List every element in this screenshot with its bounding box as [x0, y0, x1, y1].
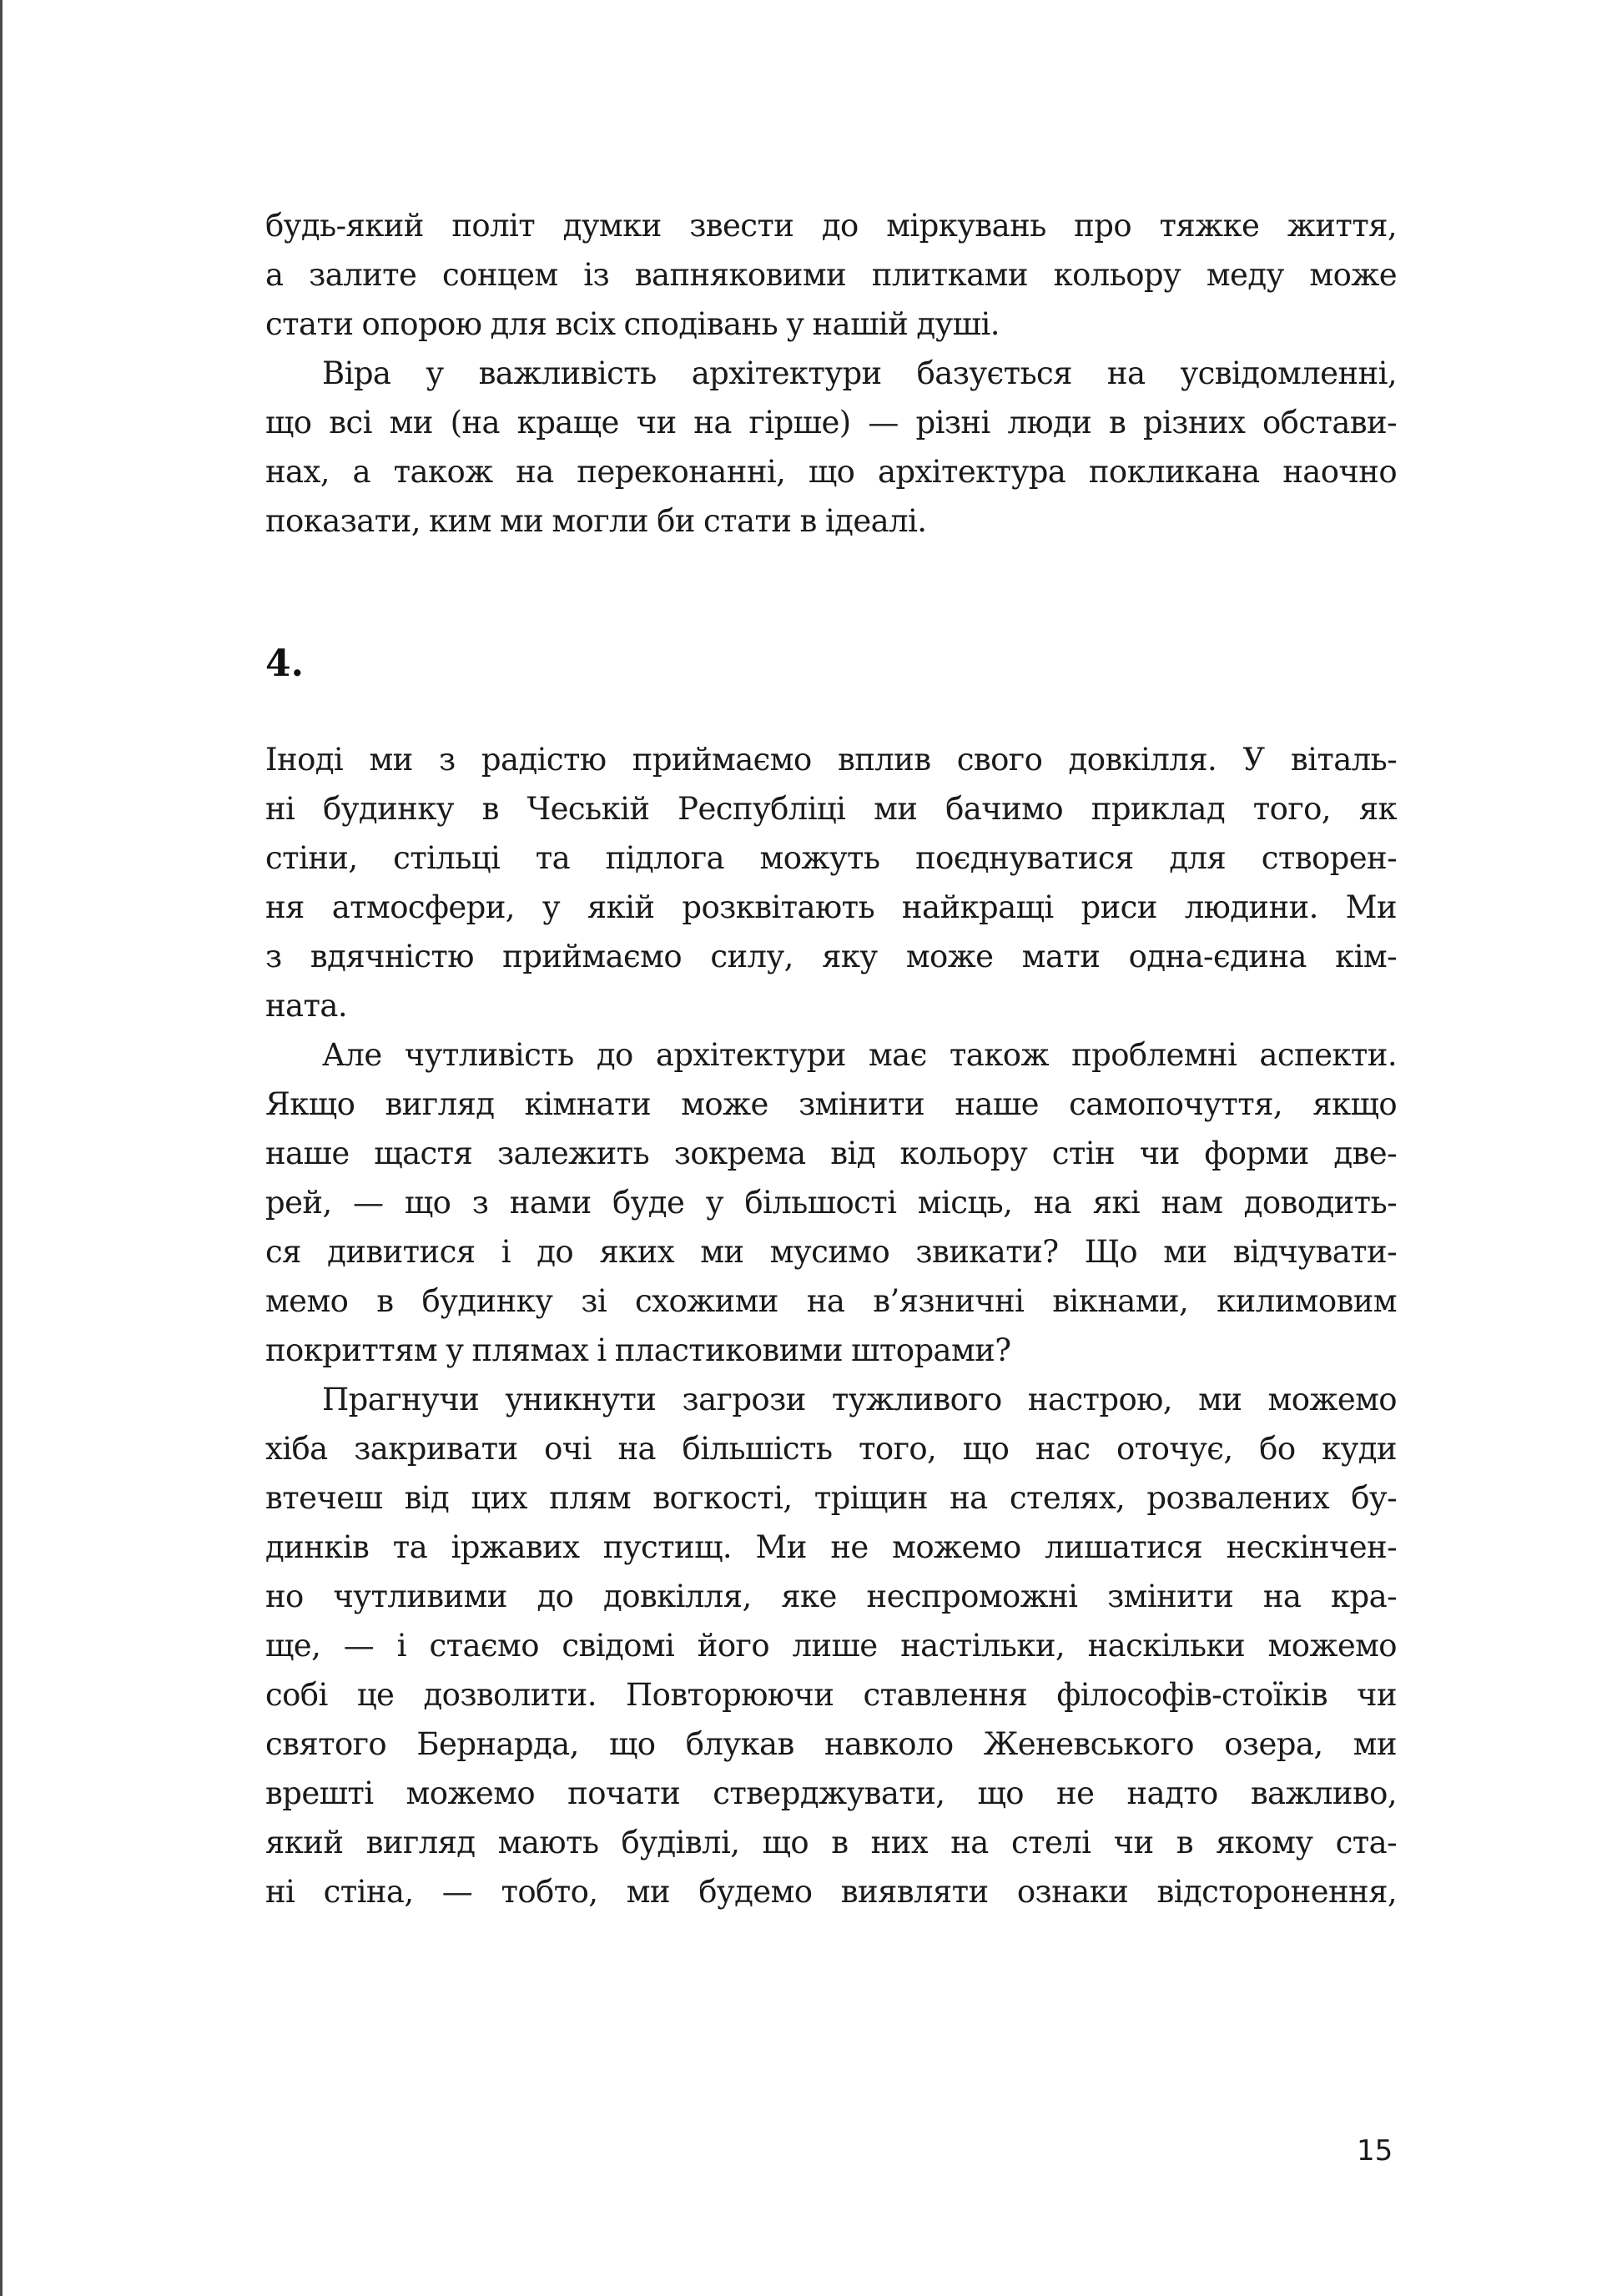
text-line: ні стіна, — тобто, ми будемо виявляти ознаки відсторонення, [265, 1874, 1397, 1910]
text-line: Прагнучи уникнути загрози тужливого настрою, ми можемо [322, 1382, 1397, 1417]
text-line: з вдячністю приймаємо силу, яку може мати одна-єдина кім- [265, 939, 1397, 974]
section-heading: 4. [265, 642, 304, 685]
text-line: святого Бернарда, що блукав навколо Женевського озера, ми [265, 1726, 1397, 1762]
text-line: наше щастя залежить зокрема від кольору стін чи форми две- [265, 1135, 1397, 1171]
text-line: покриттям у плямах і пластиковими шторами? [265, 1332, 1011, 1368]
text-line: втечеш від цих плям вогкості, тріщин на стелях, розвалених бу- [265, 1480, 1397, 1516]
text-line: показати, ким ми могли би стати в ідеалі. [265, 503, 927, 539]
text-line: нах, а також на переконанні, що архітектура покликана наочно [265, 454, 1397, 490]
text-line: стіни, стільці та підлога можуть поєднуватися для створен- [265, 840, 1397, 876]
paragraph [265, 1030, 1397, 1375]
paragraph [265, 349, 1397, 546]
paragraph [265, 735, 1397, 1030]
paragraph [265, 1375, 1397, 1916]
text-line: Але чутливість до архітектури має також проблемні аспекти. [322, 1037, 1397, 1073]
paragraph [265, 201, 1397, 349]
text-line: хіба закривати очі на більшість того, що нас оточує, бо куди [265, 1431, 1397, 1467]
text-line: будь-який політ думки звести до міркувань про тяжке життя, [265, 208, 1397, 244]
page-number: 15 [1357, 2134, 1393, 2168]
text-line: Якщо вигляд кімнати може змінити наше самопочуття, якщо [265, 1086, 1397, 1122]
text-line: стати опорою для всіх сподівань у нашій душі. [265, 306, 1000, 342]
text-line: Іноді ми з радістю приймаємо вплив свого довкілля. У віталь- [265, 742, 1397, 778]
text-line: ся дивитися і до яких ми мусимо звикати? Що ми відчувати- [265, 1234, 1397, 1270]
text-line: ня атмосфери, у якій розквітають найкращі риси людини. Ми [265, 889, 1397, 925]
text-line: мемо в будинку зі схожими на в’язничні вікнами, килимовим [265, 1283, 1397, 1319]
text-line: но чутливими до довкілля, яке неспроможні змінити на кра- [265, 1578, 1397, 1614]
text-line: що всі ми (на краще чи на гірше) — різні люди в різних обстави- [265, 405, 1397, 441]
body-text-top [265, 201, 1397, 546]
text-line: ната. [265, 988, 348, 1024]
text-line: собі це дозволити. Повторюючи ставлення філософів-стоїків чи [265, 1677, 1397, 1713]
text-line: рей, — що з нами буде у більшості місць, на які нам доводить- [265, 1185, 1397, 1221]
text-line: ще, — і стаємо свідомі його лише настільки, наскільки можемо [265, 1628, 1397, 1664]
body-text-section [265, 735, 1397, 1916]
text-line: динків та іржавих пустищ. Ми не можемо лишатися нескінчен- [265, 1529, 1397, 1565]
page-edge-border [0, 0, 3, 2296]
text-line: ні будинку в Чеській Республіці ми бачимо приклад того, як [265, 791, 1397, 827]
text-line: Віра у важливість архітектури базується на усвідомленні, [322, 355, 1397, 391]
text-line: який вигляд мають будівлі, що в них на стелі чи в якому ста- [265, 1825, 1397, 1860]
text-line: врешті можемо почати стверджувати, що не надто важливо, [265, 1775, 1397, 1811]
text-line: а залите сонцем із вапняковими плитками кольору меду може [265, 257, 1397, 293]
